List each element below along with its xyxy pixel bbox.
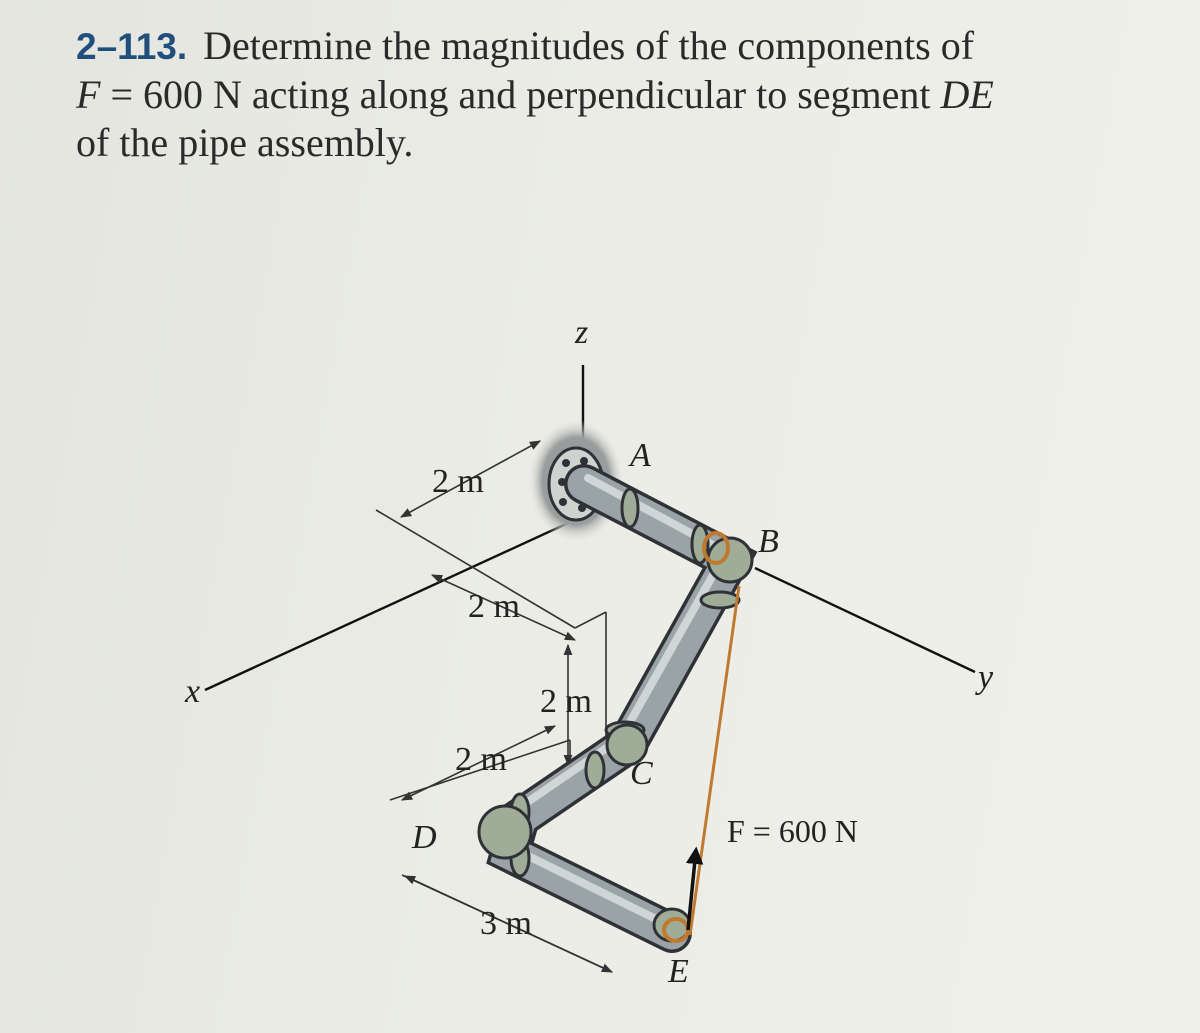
y-axis-label: y (978, 659, 994, 696)
y-axis (755, 568, 975, 672)
label-c: C (630, 755, 653, 792)
construction-line (575, 612, 606, 628)
collar-cd (586, 752, 604, 788)
pipe-assembly (479, 478, 752, 941)
dim-label-lower-left: 2 m (455, 741, 507, 778)
label-b: B (758, 523, 779, 560)
dim-label-top-left: 2 m (432, 463, 484, 500)
problem-number: 2–113. (76, 26, 188, 67)
problem-text-2: = 600 N acting along and perpendicular to segment (100, 72, 941, 117)
x-axis-label: x (185, 673, 201, 710)
collar-a (622, 489, 638, 527)
elbow-d (479, 806, 531, 858)
force-label: F = 600 N (727, 813, 858, 849)
label-a: A (630, 437, 651, 474)
label-e: E (668, 953, 689, 990)
bolt (580, 457, 588, 465)
x-axis (205, 512, 592, 690)
force-variable: F (76, 72, 101, 117)
problem-text-3: of the pipe assembly. (76, 120, 414, 165)
bolt (559, 498, 567, 506)
label-d: D (412, 819, 437, 856)
segment-name: DE (940, 72, 994, 117)
dim-label-upper-mid: 2 m (468, 588, 520, 625)
dim-label-bottom: 3 m (480, 905, 532, 942)
z-axis-label: z (575, 314, 589, 351)
problem-text-1: Determine the magnitudes of the components of (203, 23, 975, 68)
elbow-b (708, 538, 752, 582)
collar-bc (701, 592, 739, 608)
dim-label-right-mid: 2 m (540, 683, 592, 720)
bolt (562, 459, 570, 467)
